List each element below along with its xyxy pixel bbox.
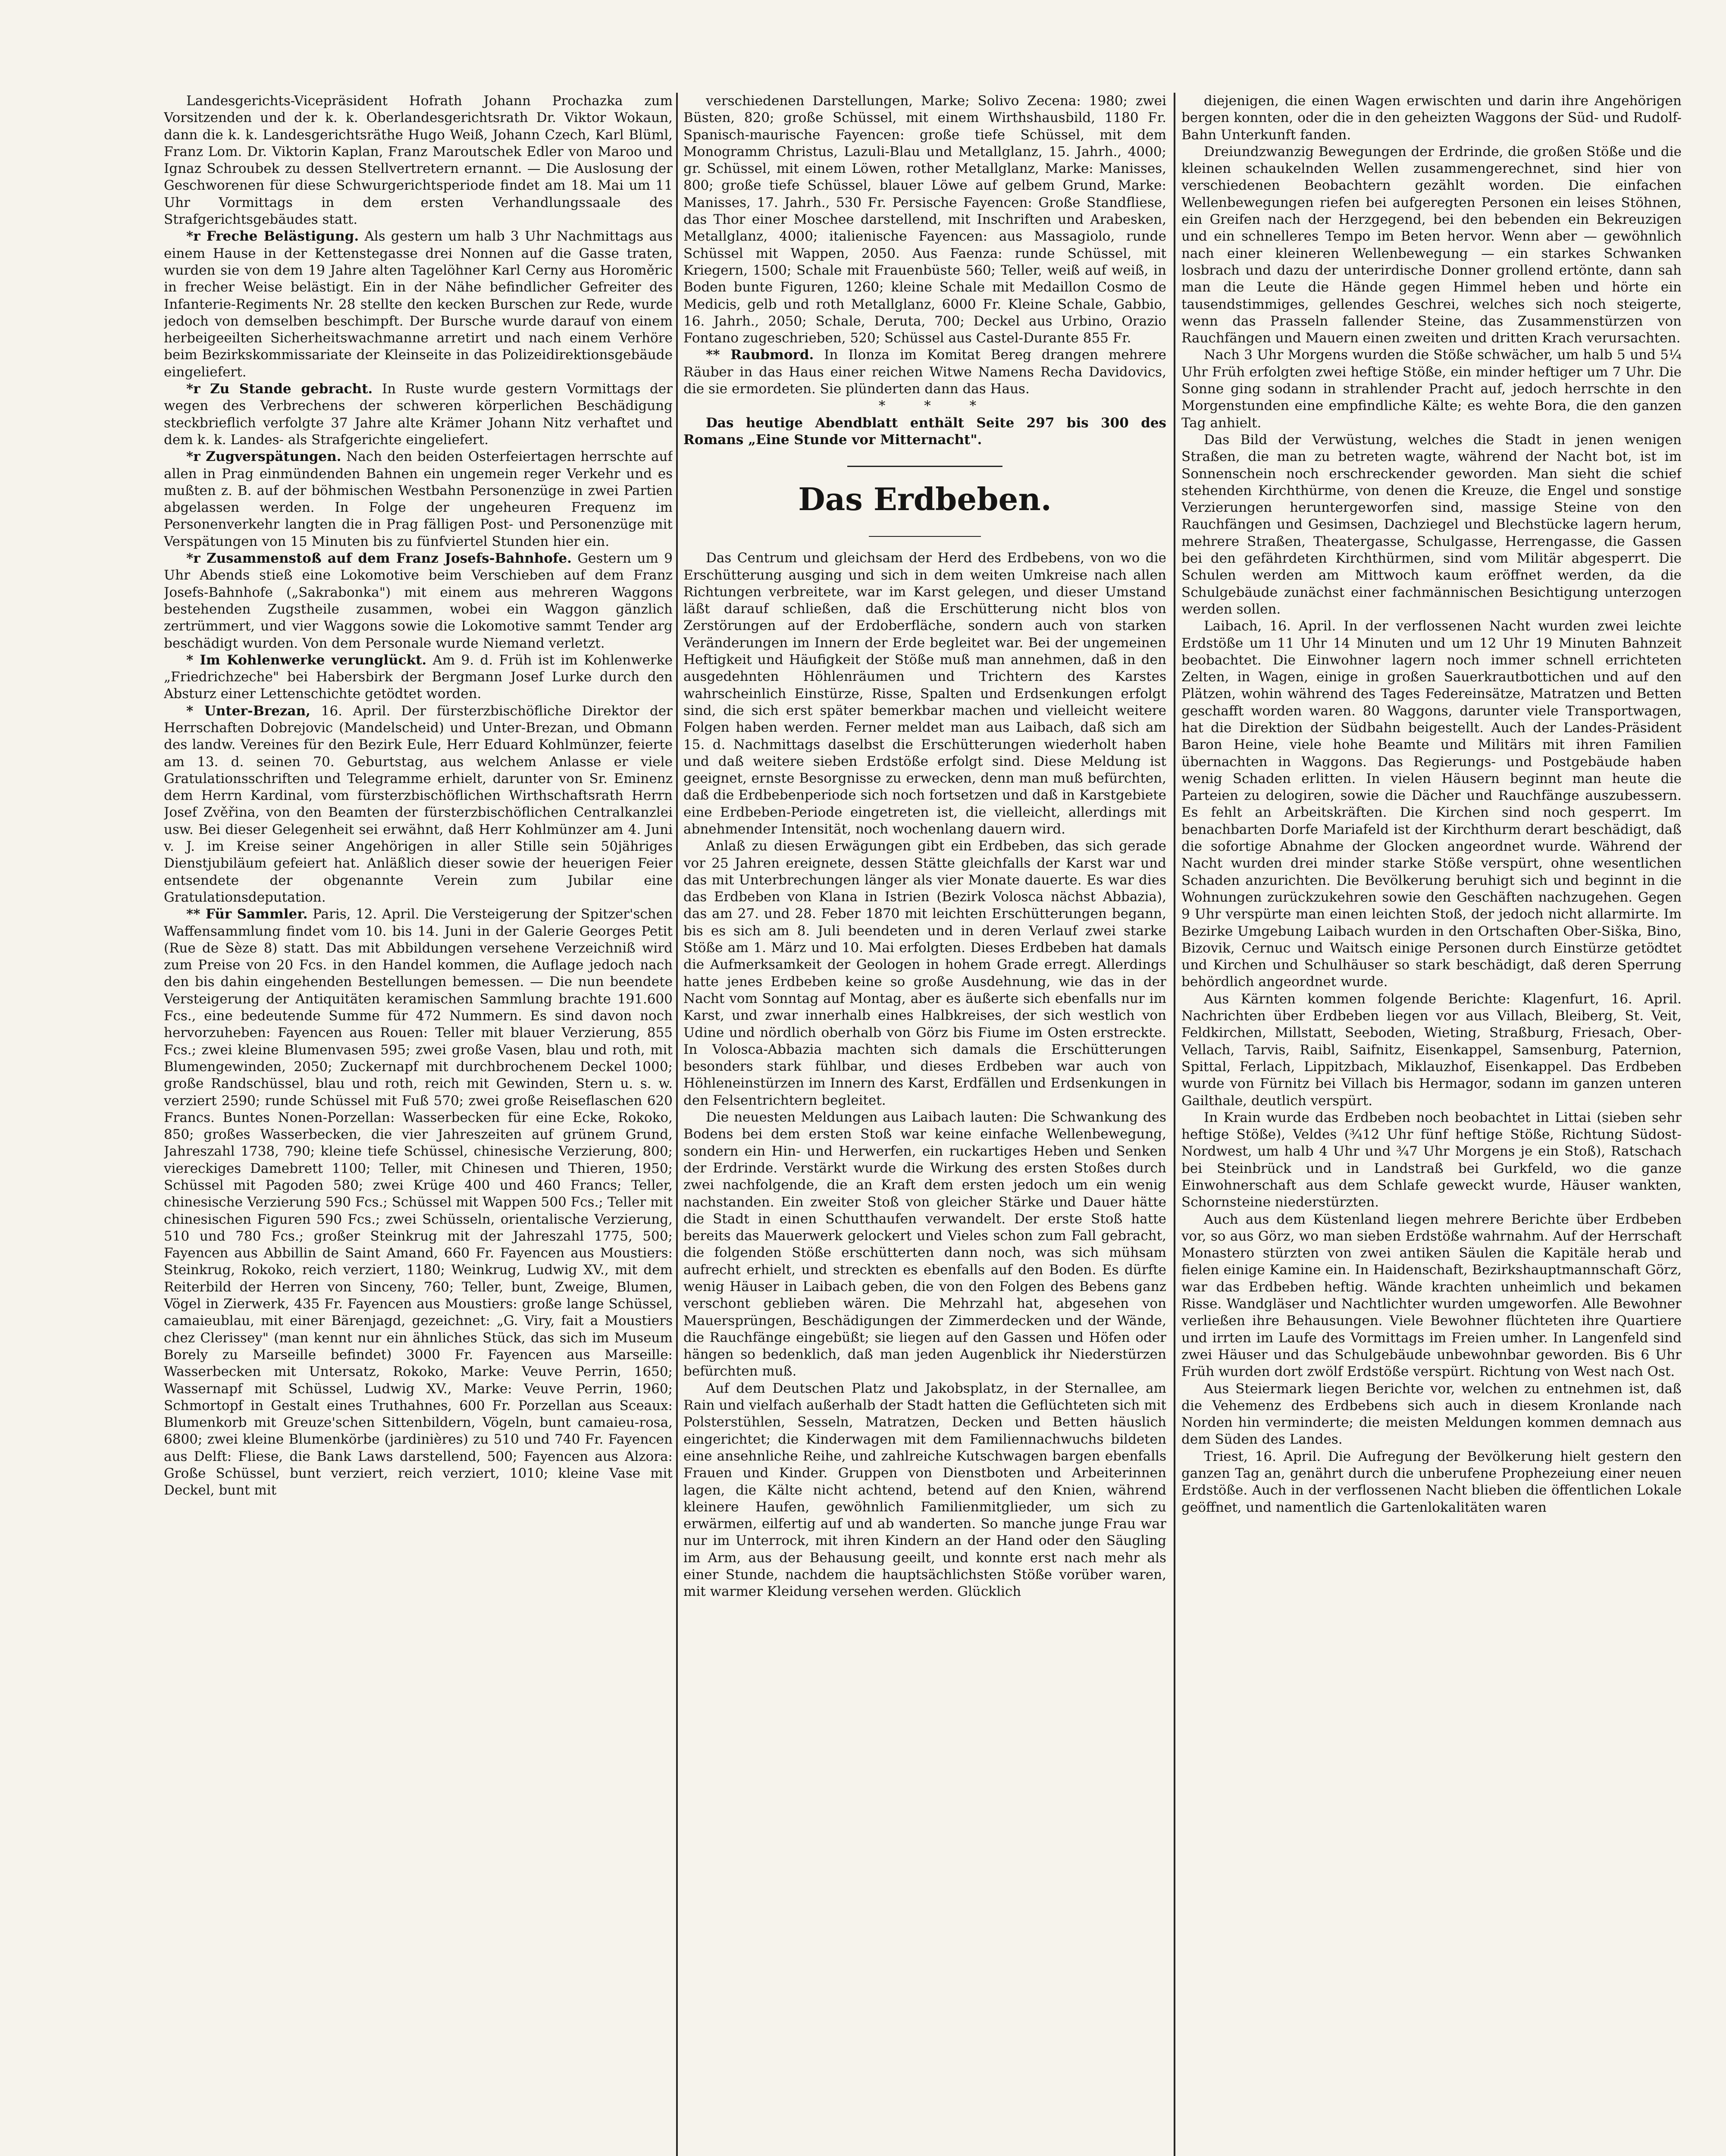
news-paragraph	[1181, 991, 1682, 1109]
paragraph-headline: *r Zugverspätungen.	[186, 449, 341, 465]
paragraph-headline: ** Für Sammler.	[186, 906, 308, 922]
section-stars: * * *	[878, 398, 994, 414]
news-paragraph	[1181, 432, 1682, 618]
column-2-notices	[683, 93, 1166, 398]
news-paragraph	[164, 381, 673, 448]
news-paragraph	[164, 906, 673, 1499]
article-paragraph: Anlaß zu diesen Erwägungen gibt ein Erdbeben, das sich gerade vor 25 Jahren ereignete, dessen Stätte gleichfalls der Karst war und das mit Unterbrechungen länger als vier Monate dauerte. Es war dies das Erdbeben von Klana in Istrien (Bezirk Volosca nächst Abbazia), das am 27. und 28. Feber 1870 mit leichten Erschütterungen begann, bis es sich am 8. Juli beendeten und in deren Verlauf zwei starke Stöße am 1. März und 10. Mai erfolgten. Dieses Erdbeben hat damals die Aufmerksamkeit der Geologen in hohem Grade erregt. Allerdings hatte jenes Erdbeben keine so große Ausdehnung, wie das in der Nacht vom Sonntag auf Montag, aber es äußerte sich ebenfalls nur im Karst, und zwar innerhalb eines Halbkreises, der sich westlich von Udine und nördlich oberhalb von Görz bis Fiume im Osten erstreckte. In Volosca-Abbazia machten sich damals die Erschütterungen besonders stark fühlbar, und dieses Erdbeben war auch von Höhleneinstürzen im Innern des Karst, Erdfällen und Erdsenkungen in den Felsentrichtern begleitet.	[683, 838, 1166, 1108]
paragraph-text: Landesgerichts-Vicepräsident Hofrath Johann Prochazka zum Vorsitzenden und der k. k. Oberlandesgerichtsrath Dr. Viktor Wokaun, dann die k. k. Landesgerichtsräthe Hugo Weiß, Johann Czech, Karl Blüml, Franz Lom. Dr. Viktorin Kaplan, Franz Maroutschek Edler von Maroo und Ignaz Schroubek zu dessen Stellvertretern ernannt. — Die Auslosung der Geschworenen für diese Schwurgerichtsperiode findet am 18. Mai um 11 Uhr Vormittags in dem ersten Verhandlungssaale des Strafgerichtsgebäudes statt.	[164, 93, 673, 228]
news-paragraph	[1181, 1109, 1682, 1211]
news-paragraph	[1181, 144, 1682, 347]
news-paragraph	[164, 703, 673, 906]
paragraph-headline: * Im Kohlenwerke verunglückt.	[186, 652, 427, 668]
paragraph-text: Nach den beiden Osterfeiertagen herrschte auf allen in Prag einmündenden Bahnen ein ungemein reger Verkehr und es mußten z. B. auf der böhmischen Westbahn Personenzüge in zwei Partien abgelassen werden. In Folge der ungeheuren Frequenz im Personenverkehr langten die in Prag fälligen Post- und Personenzüge mit Verspätungen von 15 Minuten bis zu fünfviertel Stunden hier ein.	[164, 449, 673, 549]
earthquake-article	[683, 550, 1166, 1600]
paragraph-text: Gestern um 9 Uhr Abends stieß eine Lokomotive beim Verschieben auf dem Franz Josefs-Bahnhofe („Sakrabonka") mit einem aus mehreren Waggons bestehenden Zugstheile zusammen, wobei ein Waggon gänzlich zertrümmert, und vier Waggons sowie die Lokomotive sammt Tender arg beschädigt wurden. Von dem Personale wurde Niemand verletzt.	[164, 551, 673, 651]
paragraph-text: 16. April. Der fürsterzbischöfliche Direktor der Herrschaften Dobrejovic (Mandelscheid) und Unter-Brezan, und Obmann des landw. Vereines für den Bezirk Eule, Herr Eduard Kohlmünzer, feierte am 13. d. seinen 70. Geburtstag, aus welchem Anlasse er viele Gratulationsschriften und Telegramme erhielt, darunter von Sr. Eminenz dem Herrn Kardinal, vom fürsterzbischöflichen Wirthschaftsrath Herrn Josef Zvěřina, von den Beamten der fürsterzbischöflichen Centralkanzlei usw. Bei dieser Gelegenheit sei erwähnt, daß Herr Kohlmünzer am 4. Juni v. J. im Kreise seiner Angehörigen in aller Stille sein 50jähriges Dienstjubiläum gefeiert hat. Anläßlich dieser sowie der heuerigen Feier entsendete der obgenannte Verein zum Jubilar eine Gratulationsdeputation.	[164, 703, 673, 905]
paragraph-text: Aus Kärnten kommen folgende Berichte: Klagenfurt, 16. April. Nachrichten über Erdbeben liegen vor aus Villach, Bleiberg, St. Veit, Feldkirchen, Millstatt, Seeboden, Wieting, Straßburg, Friesach, Ober-Vellach, Tarvis, Raibl, Saifnitz, Eisenkappel, Samsenburg, Paternion, Spittal, Ferlach, Lippitzbach, Miklauzhof, Eisenkappel. Das Erdbeben wurde von Fürnitz bei Villach bis Hermagor, sodann im ganzen unteren Gailthale, deutlich verspürt.	[1181, 991, 1682, 1109]
article-paragraph: Das Centrum und gleichsam der Herd des Erdbebens, von wo die Erschütterung ausging und sich in dem weiten Umkreise nach allen Richtungen verbreitete, war im Karst gelegen, und dieser Umstand läßt darauf schließen, daß die Erschütterung nicht blos von Zerstörungen auf der Erdoberfläche, sondern auch von starken Veränderungen im Innern der Erde begleitet war. Bei der ungemeinen Heftigkeit und Häufigkeit der Stöße muß man annehmen, daß in den ausgedehnten Höhlenräumen und Trichtern des Karstes wahrscheinlich Einstürze, Risse, Spalten und Erdsenkungen erfolgt sind, die sich erst später bemerkbar machen und vielleicht weitere Folgen haben werden. Ferner meldet man aus Laibach, daß sich am 15. d. Nachmittags daselbst die Erschütterungen wiederholt haben und daß weitere sieben Erdstöße erfolgt sind. Diese Meldung ist geeignet, ernste Besorgnisse zu erwecken, denn man muß befürchten, daß die Erdbebenperiode sich noch fortsetzen und daß in Karstgebiete eine Erdbeben-Periode eingetreten ist, die vielleicht, allerdings mit abnehmender Intensität, noch wochenlang dauern wird.	[683, 550, 1166, 837]
headline-underline	[869, 536, 981, 537]
paragraph-text: Triest, 16. April. Die Aufregung der Bevölkerung hielt gestern den ganzen Tag an, genährt durch die unberufene Prophezeiung einer neuen Erdstöße. Auch in der verflossenen Nacht blieben die öffentlichen Lokale geöffnet, und namentlich die Gartenlokalitäten waren	[1181, 1448, 1682, 1515]
paragraph-text: Aus Steiermark liegen Berichte vor, welchen zu entnehmen ist, daß die Vehemenz des Erdbebens sich auch in diesem Kronlande nach Norden hin verminderte; die meisten Meldungen kommen demnach aus dem Süden des Landes.	[1181, 1381, 1682, 1448]
news-paragraph	[1181, 1211, 1682, 1381]
news-paragraph	[1181, 1448, 1682, 1516]
article-paragraph: Auf dem Deutschen Platz und Jakobsplatz, in der Sternallee, am Rain und vielfach außerhalb der Stadt hatten die Geflüchteten sich mit Polsterstühlen, Sesseln, Matratzen, Decken und Betten häuslich eingerichtet; die Kinderwagen mit dem Familiennachwuchs bildeten eine ansehnliche Reihe, und zahlreiche Kutschwagen bargen ebenfalls Frauen und Kinder. Gruppen von Dienstboten und Arbeiterinnen lagen, die Kälte nicht achtend, betend auf den Knien, während kleinere Haufen, gewöhnlich Familienmitglieder, um sich zu erwärmen, eilfertig auf und ab wanderten. So manche junge Frau war nur im Unterrock, mit ihren Kindern an der Hand oder den Säugling im Arm, aus der Behausung geeilt, und konnte erst nach mehr als einer Stunde, nachdem die hauptsächlichsten Stöße vorüber waren, mit warmer Kleidung versehen werden. Glücklich	[683, 1380, 1166, 1600]
novel-notice: Das heutige Abendblatt enthält Seite 297 bis 300 des Romans „Eine Stunde vor Mitternacht".	[683, 415, 1166, 448]
news-paragraph	[1181, 1381, 1682, 1448]
news-paragraph	[683, 93, 1166, 347]
news-paragraph	[683, 347, 1166, 398]
news-paragraph	[164, 228, 673, 381]
news-paragraph	[1181, 93, 1682, 144]
news-paragraph	[164, 652, 673, 703]
paragraph-text: Am 9. d. Früh ist im Kohlenwerke „Friedrichzeche" bei Habersbirk der Bergmann Josef Lurke durch den Absturz einer Lettenschichte getödtet worden.	[164, 652, 673, 702]
news-paragraph	[164, 448, 673, 550]
paragraph-text: Nach 3 Uhr Morgens wurden die Stöße schwächer, um halb 5 und 5¼ Uhr Früh erfolgten zwei heftige Stöße, ein minder heftiger um 7 Uhr. Die Sonne ging sodann in strahlender Pracht auf, jedoch herrschte in den Morgenstunden eine empfindliche Kälte; es wehte Bora, die den ganzen Tag anhielt.	[1181, 347, 1682, 431]
paragraph-text: In Ilonza im Komitat Bereg drangen mehrere Räuber in das Haus einer reichen Witwe Namens Recha Davidovics, die sie ermordeten. Sie plünderten dann das Haus.	[683, 347, 1166, 397]
paragraph-text: In Ruste wurde gestern Vormittags der wegen des Verbrechens der schweren körperlichen Beschädigung steckbrieflich verfolgte 37 Jahre alte Krämer Johann Nitz verhaftet und dem k. k. Landes- als Strafgerichte eingeliefert.	[164, 381, 673, 448]
article-headline: Das Erdbeben.	[798, 481, 1052, 518]
paragraph-text: Das Bild der Verwüstung, welches die Stadt in jenen wenigen Straßen, die man zu betreten wagte, während der Nacht bot, ist im Sonnenschein noch erschreckender geworden. Man sieht die schief stehenden Kirchthürme, von denen die Kreuze, die Engel und sonstige Verzierungen heruntergeworfen sind, massige Steine von den Rauchfängen und Gesimsen, Dachziegel und Blechstücke lagern herum, mehrere Straßen, Theatergasse, Schulgasse, Herrengasse, die Gassen bei den gefährdeten Kirchthürmen, sind vom Militär abgesperrt. Die Schulen werden am Mittwoch kaum eröffnet werden, da die Schulgebäude zunächst einer fachmännischen Besichtigung unterzogen werden sollen.	[1181, 432, 1682, 617]
separator-line	[847, 466, 1002, 467]
article-paragraph: Die neuesten Meldungen aus Laibach lauten: Die Schwankung des Bodens bei dem ersten Stoß war keine einfache Wellenbewegung, sondern ein Hin- und Herwerfen, ein ruckartiges Heben und Senken der Erdrinde. Verstärkt wurde die Wirkung des ersten Stoßes durch zwei nachfolgende, die an Kraft dem ersten jedoch um ein wenig nachstanden. Ein zweiter Stoß von gleicher Stärke und Dauer hätte die Stadt in einen Schutthaufen verwandelt. Der erste Stoß hatte bereits das Mauerwerk gelockert und Vieles schon zum Fall gebracht, die folgenden Stöße erschütterten dann noch, was sich mühsam aufrecht erhielt, und streckten es ebenfalls auf den Boden. Es dürfte wenig Häuser in Laibach geben, die von den Folgen des Bebens ganz verschont geblieben wären. Die Mehrzahl hat, abgesehen von Mauersprüngen, Beschädigungen der Zimmerdecken und der Wände, die Rauchfänge eingebüßt; sie liegen auf den Gassen und Höfen oder hängen so bedenklich, daß man jeden Augenblick ihr Niederstürzen befürchten muß.	[683, 1109, 1166, 1379]
news-paragraph	[164, 93, 673, 228]
paragraph-headline: *r Zu Stande gebracht.	[186, 381, 373, 397]
column-1	[164, 93, 673, 2156]
news-paragraph	[164, 550, 673, 652]
news-paragraph	[1181, 618, 1682, 991]
paragraph-headline: * Unter-Brezan,	[186, 703, 310, 719]
paragraph-text: diejenigen, die einen Wagen erwischten und darin ihre Angehörigen bergen konnten, oder die in den geheizten Waggons der Süd- und Rudolf-Bahn Unterkunft fanden.	[1181, 93, 1682, 143]
column-rule-1	[676, 93, 678, 2156]
column-rule-2	[1174, 93, 1175, 2156]
paragraph-text: Paris, 12. April. Die Versteigerung der Spitzer'schen Waffensammlung findet vom 10. bis 14. Juni in der Galerie Georges Petit (Rue de Sèze 8) statt. Das mit Abbildungen versehene Verzeichniß wird zum Preise von 20 Fcs. in den Handel kommen, die Auflage jedoch nach den bis dahin eingehenden Bestellungen bemessen. — Die nun beendete Versteigerung der Antiquitäten keramischen Sammlung brachte 191.600 Fcs., eine bedeutende Summe für 472 Nummern. Es sind davon noch hervorzuheben: Fayencen aus Rouen: Teller mit blauer Verzierung, 855 Fcs.; zwei kleine Blumenvasen 595; zwei große Vasen, blau und roth, mit Blumengewinden, 2050; Zuckernapf mit durchbrochenem Deckel 1000; große Randschüssel, blau und roth, reich mit Gewinden, Stern u. s. w. verziert 2590; runde Schüssel mit Fuß 570; zwei große Reiseflaschen 620 Francs. Buntes Nonen-Porzellan: Wasserbecken für eine Ecke, Rokoko, 850; großes Wasserbecken, die vier Jahreszeiten auf grünem Grund, Jahreszahl 1738, 790; kleine tiefe Schüssel, chinesische Verzierung, 800; viereckiges Damebrett 1100; Teller, mit Chinesen und Thieren, 1950; Schüssel mit Pagoden 580; zwei Krüge 400 und 460 Francs; Teller, chinesische Verzierung 590 Fcs.; Schüssel mit Wappen 500 Fcs.; Teller mit chinesischen Figuren 590 Fcs.; zwei Schüsseln, orientalische Verzierung, 510 und 780 Fcs.; großer Steinkrug mit der Jahreszahl 1775, 500; Fayencen aus Abbillin de Saint Amand, 660 Fr. Fayencen aus Moustiers: Steinkrug, Rokoko, reich verziert, 1180; Weinkrug, Ludwig XV., mit dem Reiterbild der Herren von Sinceny, 760; Teller, bunt, Zweige, Blumen, Vögel in Zierwerk, 435 Fr. Fayencen aus Moustiers: große lange Schüssel, camaieublau, mit einer Bärenjagd, gezeichnet: „G. Viry, fait a Moustiers chez Clerissey" (man kennt nur ein ähnliches Stück, das sich im Museum Borely zu Marseille befindet) 3000 Fr. Fayencen aus Marseille: Wasserbecken mit Untersatz, Rokoko, Marke: Veuve Perrin, 1650; Wassernapf mit Schüssel, Ludwig XV., Marke: Veuve Perrin, 1960; Schmortopf in Gestalt eines Truthahnes, 600 Fr. Porzellan aus Sceaux: Blumenkorb mit Greuze'schen Sittenbildern, Vögeln, bunt camaieu-rosa, 6800; zwei kleine Blumenkörbe (jardinières) zu 510 und 740 Fr. Fayencen aus Delft: Fliese, die Bank Laws darstellend, 500; Fayencen aus Alzora: Große Schüssel, bunt verziert, reich verziert, 1010; kleine Vase mit Deckel, bunt mit	[164, 906, 673, 1498]
column-3	[1181, 93, 1682, 2156]
paragraph-headline: *r Freche Belästigung.	[186, 229, 359, 244]
paragraph-text: Laibach, 16. April. In der verflossenen Nacht wurden zwei leichte Erdstöße um 11 Uhr 14 Minuten und um 12 Uhr 19 Minuten Bahnzeit beobachtet. Die Einwohner lagern noch immer schnell errichteten Zelten, in Wagen, einige in großen Sauerkrautbottichen und auf den Plätzen, wohin während des Tages Federeinsätze, Matratzen und Betten geschafft worden waren. 80 Waggons, darunter viele Transportwagen, hat die Direktion der Südbahn beigestellt. Auch der Landes-Präsident Baron Heine, viele hohe Beamte und Militärs mit ihren Familien übernachten in Waggons. Das Regierungs- und Postgebäude haben wenig Schaden erlitten. In vielen Häusern beginnt man heute die Parteien zu delogiren, sowie die Dächer und Rauchfänge auszubessern. Es fehlt an Arbeitskräften. Die Kirchen sind noch gesperrt. Im benachbarten Dorfe Mariafeld ist der Kirchthurm derart beschädigt, daß die sofortige Abnahme der Glocken angeordnet wurde. Während der Nacht wurden drei minder starke Stöße verspürt, ohne wesentlichen Schaden anzurichten. Die Bevölkerung beruhigt sich und beginnt in die Wohnungen zurückzukehren sowie den Geschäften nachzugehen. Gegen 9 Uhr verspürte man einen leichten Stoß, der jedoch nicht allarmirte. Im Bezirke Umgebung Laibach wurden in den Ortschaften Ober-Siška, Bino, Bizovik, Cernuc und Waitsch einige Personen durch Einstürze getödtet und Kirchen und Schulhäuser so stark beschädigt, daß deren Sperrung behördlich angeordnet wurde.	[1181, 618, 1682, 990]
news-paragraph	[1181, 347, 1682, 431]
paragraph-text: Dreiundzwanzig Bewegungen der Erdrinde, die großen Stöße und die kleinen schaukelnden Wellen zusammengerechnet, sind hier von verschiedenen Beobachtern gezählt worden. Die einfachen Wellenbewegungen riefen bei aufgeregten Personen ein leises Stöhnen, ein Greifen nach der Herzgegend, bei den bebenden ein Bekreuzigen und ein schnelleres Tempo im Beten hervor. Wenn aber — gewöhnlich nach einer kleineren Wellenbewegung — ein starkes Schwanken losbrach und dazu der unterirdische Donner grollend ertönte, dann sah man die Leute die Hände gegen Himmel heben und hörte ein tausendstimmiges, gellendes Geschrei, welches sich noch steigerte, wenn das Prasseln fallender Steine, das Zusammenstürzen von Rauchfängen und Mauern einen zweiten und dritten Krach verursachten.	[1181, 144, 1682, 346]
paragraph-headline: ** Raubmord.	[706, 347, 814, 363]
paragraph-text: verschiedenen Darstellungen, Marke; Solivo Zecena: 1980; zwei Büsten, 820; große Schüssel, mit einem Wirthshausbild, 1180 Fr. Spanisch-maurische Fayencen: große tiefe Schüssel, mit dem Monogramm Christus, Lazuli-Blau und Metallglanz, 15. Jahrh., 4000; gr. Schüssel, mit einem Löwen, rother Metallglanz, Marke: Manisses, 800; große tiefe Schüssel, blauer Löwe auf gelbem Grund, Marke: Manisses, 17. Jahrh., 530 Fr. Persische Fayencen: Große Standfliese, das Thor einer Moschee darstellend, mit Inschriften und Arabesken, Metallglanz, 4000; italienische Fayencen: aus Massagiolo, runde Schüssel mit Wappen, 2050. Aus Faenza: runde Schüssel, mit Kriegern, 1500; Schale mit Frauenbüste 560; Teller, weiß auf weiß, in Boden bunte Figuren, 1260; kleine Schale mit Medaillon Cosmo de Medicis, gelb und roth Metallglanz, 6000 Fr. Kleine Schale, Gabbio, 16. Jahrh., 2050; Schale, Deruta, 700; Deckel aus Urbino, Orazio Fontano zugeschrieben, 520; Schüssel aus Castel-Durante 855 Fr.	[683, 93, 1166, 346]
column-2	[683, 93, 1166, 2156]
paragraph-text: Auch aus dem Küstenland liegen mehrere Berichte über Erdbeben vor, so aus Görz, wo man sieben Erdstöße wahrnahm. Auf der Herrschaft Monastero stürzten von zwei antiken Säulen die Kapitäle herab und fielen einige Kamine ein. In Haidenschaft, Bezirkshauptmannschaft Görz, war das Erdbeben heftig. Wände krachten unheimlich und bekamen Risse. Wandgläser und Nachtlichter wurden umgeworfen. Alle Bewohner verließen ihre Behausungen. Viele Bewohner flüchteten ihre Quartiere und irrten im Laufe des Vormittags im Freien umher. In Langenfeld sind zwei Häuser und das Schulgebäude unbewohnbar geworden. Bis 6 Uhr Früh wurden dort zwölf Erdstöße verspürt. Richtung von West nach Ost.	[1181, 1211, 1682, 1380]
paragraph-text: In Krain wurde das Erdbeben noch beobachtet in Littai (sieben sehr heftige Stöße), Veldes (¾12 Uhr fünf heftige Stöße, Richtung Südost-Nordwest, um halb 4 Uhr und ¾7 Uhr Morgens je ein Stoß), Ratschach bei Steinbrück und in Landstraß bei Gurkfeld, wo die ganze Einwohnerschaft aus dem Schlafe geweckt wurde, Häuser wankten, Schornsteine niederstürzten.	[1181, 1109, 1682, 1210]
paragraph-text: Als gestern um halb 3 Uhr Nachmittags aus einem Hause in der Kettenstegasse drei Nonnen auf die Gasse traten, wurden sie von dem 19 Jahre alten Tagelöhner Karl Cerny aus Horoměric in frecher Weise belästigt. Ein in der Nähe befindlicher Gefreiter des Infanterie-Regiments Nr. 28 stellte den kecken Burschen zur Rede, wurde jedoch von demselben beschimpft. Der Bursche wurde darauf von einem herbeigeeilten Sicherheitswachmanne arretirt und nach einem Verhöre beim Bezirkskommissariate der Kleinseite in das Polizeidirektionsgebäude eingeliefert.	[164, 229, 673, 380]
paragraph-headline: *r Zusammenstoß auf dem Franz Josefs-Bahnhofe.	[186, 551, 572, 567]
